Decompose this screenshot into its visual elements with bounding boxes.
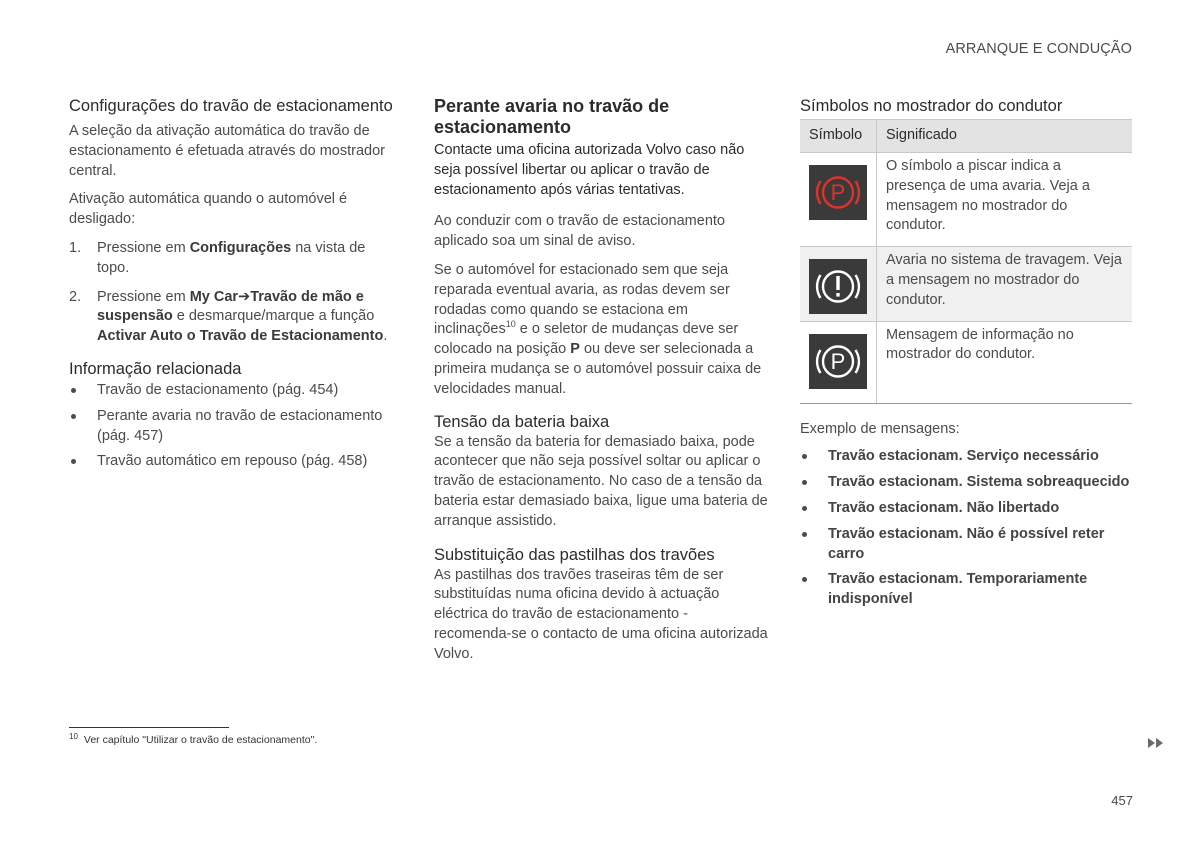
step-text: Pressione em xyxy=(97,239,190,256)
symbol-cell xyxy=(800,153,877,247)
column-fault xyxy=(434,96,769,665)
message-item xyxy=(800,570,1132,610)
meaning-cell: Avaria no sistema de travagem. Veja a mensagem no mostrador do condutor. xyxy=(877,247,1133,321)
battery-text: Se a tensão da bateria for demasiado baixa, pode acontecer que não seja possível soltar ou aplicar o travão de estacionamento. No caso de a tensão da bateria estar demasiado baixa, ligue uma bateria de arranque assistido. xyxy=(434,433,768,529)
step-text: Pressione em xyxy=(97,288,190,305)
fault-heading: Perante avaria no travão de estacionamento xyxy=(434,96,670,137)
message-item xyxy=(800,447,1132,467)
meaning-cell: O símbolo a piscar indica a presença de uma avaria. Veja a mensagem no mostrador do condutor. xyxy=(877,153,1133,247)
column-symbols xyxy=(800,96,1132,610)
message-text: Travão estacionam. Serviço necessário xyxy=(828,448,1099,465)
table-row xyxy=(800,247,1132,321)
pads-text: As pastilhas dos travões traseiras têm de ser substituídas numa oficina devido à actuação eléctrica do travão de estacionamento - recomenda-se o contacto de uma oficina autorizada Volvo. xyxy=(434,566,768,662)
brake-system-warning-icon xyxy=(809,259,867,314)
bullet xyxy=(71,388,76,393)
step-text: e desmarque/marque a função xyxy=(172,308,375,325)
section-header: ARRANQUE E CONDUÇÃO xyxy=(945,41,1132,57)
step-emphasis: Configurações xyxy=(189,239,292,256)
text-part: ou deve ser selecionada a primeira mudança se o automóvel possuir caixa de velocidades manual. xyxy=(434,341,762,397)
message-item xyxy=(800,473,1132,493)
symbol-cell xyxy=(800,247,877,321)
parking-fault-text xyxy=(434,261,769,400)
bullet xyxy=(802,532,807,537)
footnote-number: 10 xyxy=(69,731,78,741)
bullet xyxy=(802,480,807,485)
related-link-label: Perante avaria no travão de estacionamento (pág. 457) xyxy=(97,407,383,444)
bullet xyxy=(71,414,76,419)
related-list xyxy=(69,381,399,472)
message-text: Travão estacionam. Sistema sobreaquecido xyxy=(828,474,1130,491)
auto-activation-text: Ativação automática quando o automóvel é desligado: xyxy=(69,191,348,228)
column-settings xyxy=(69,96,399,472)
symbols-table xyxy=(800,119,1132,404)
related-link-label: Travão automático em repouso (pág. 458) xyxy=(97,453,368,470)
step-2 xyxy=(69,288,399,347)
symbols-heading: Símbolos no mostrador do condutor xyxy=(800,97,1063,115)
step-number: 2. xyxy=(69,288,82,305)
related-heading: Informação relacionada xyxy=(69,359,242,378)
gear-position: P xyxy=(570,341,580,358)
settings-heading: Configurações do travão de estacionamento xyxy=(69,97,393,115)
message-text: Travão estacionam. Temporariamente indisponível xyxy=(828,571,1088,608)
bullet xyxy=(802,506,807,511)
svg-text:P: P xyxy=(830,180,846,205)
symbol-cell xyxy=(800,321,877,403)
step-emphasis: My Car xyxy=(189,288,239,305)
footnote xyxy=(69,731,317,751)
step-1 xyxy=(69,239,399,279)
menu-arrow-icon: ➔ xyxy=(238,288,251,305)
text-part: Se o automóvel for estacionado sem que seja reparada eventual avaria, as rodas devem ser rodadas como quando se estaciona em inclinações xyxy=(434,261,730,338)
related-link-label: Travão de estacionamento (pág. 454) xyxy=(97,381,339,398)
related-link[interactable] xyxy=(69,381,399,401)
message-item xyxy=(800,499,1132,519)
meaning-cell: Mensagem de informação no mostrador do condutor. xyxy=(877,321,1133,403)
messages-list xyxy=(800,447,1132,610)
footnote-divider xyxy=(69,727,229,728)
bullet xyxy=(71,459,76,464)
pads-heading: Substituição das pastilhas dos travões xyxy=(434,545,715,564)
message-text: Travão estacionam. Não libertado xyxy=(828,499,1060,516)
double-chevron-right-icon[interactable] xyxy=(1147,736,1165,756)
message-item xyxy=(800,525,1132,565)
related-link[interactable] xyxy=(69,452,399,472)
footnote-text: Ver capítulo "Utilizar o travão de estacionamento". xyxy=(83,734,318,746)
footnote-ref[interactable]: 10 xyxy=(505,319,516,330)
warning-text: Ao conduzir com o travão de estacionamento aplicado soa um sinal de aviso. xyxy=(434,213,725,250)
table-header-row xyxy=(800,120,1132,153)
table-row xyxy=(800,321,1132,403)
fault-lead: Contacte uma oficina autorizada Volvo caso não seja possível libertar ou aplicar o travão de estacionamento após várias tentativas. xyxy=(434,142,745,198)
meaning-column-header: Significado xyxy=(877,120,1133,153)
bullet xyxy=(802,454,807,459)
steps-list xyxy=(69,239,399,347)
page-number: 457 xyxy=(1111,793,1133,808)
examples-label: Exemplo de mensagens: xyxy=(800,420,960,437)
step-text: na vista de topo. xyxy=(97,239,366,276)
related-link[interactable] xyxy=(69,407,399,447)
symbol-column-header: Símbolo xyxy=(800,120,877,153)
text-part: e o seletor de mudanças deve ser colocado na posição xyxy=(434,321,739,358)
settings-intro: A seleção da ativação automática do travão de estacionamento é efetuada através do mostrador central. xyxy=(69,123,385,179)
step-number: 1. xyxy=(69,239,82,256)
step-emphasis: Travão de mão e suspensão xyxy=(97,288,364,325)
table-row xyxy=(800,153,1132,247)
step-emphasis: Activar Auto o Travão de Estacionamento xyxy=(97,328,384,345)
svg-text:P: P xyxy=(830,348,846,374)
battery-heading: Tensão da bateria baixa xyxy=(434,412,610,431)
parking-brake-fault-red-icon xyxy=(809,165,867,220)
message-text: Travão estacionam. Não é possível reter carro xyxy=(828,525,1105,562)
parking-brake-info-icon xyxy=(809,334,867,389)
bullet xyxy=(802,577,807,582)
step-text: . xyxy=(383,328,388,345)
